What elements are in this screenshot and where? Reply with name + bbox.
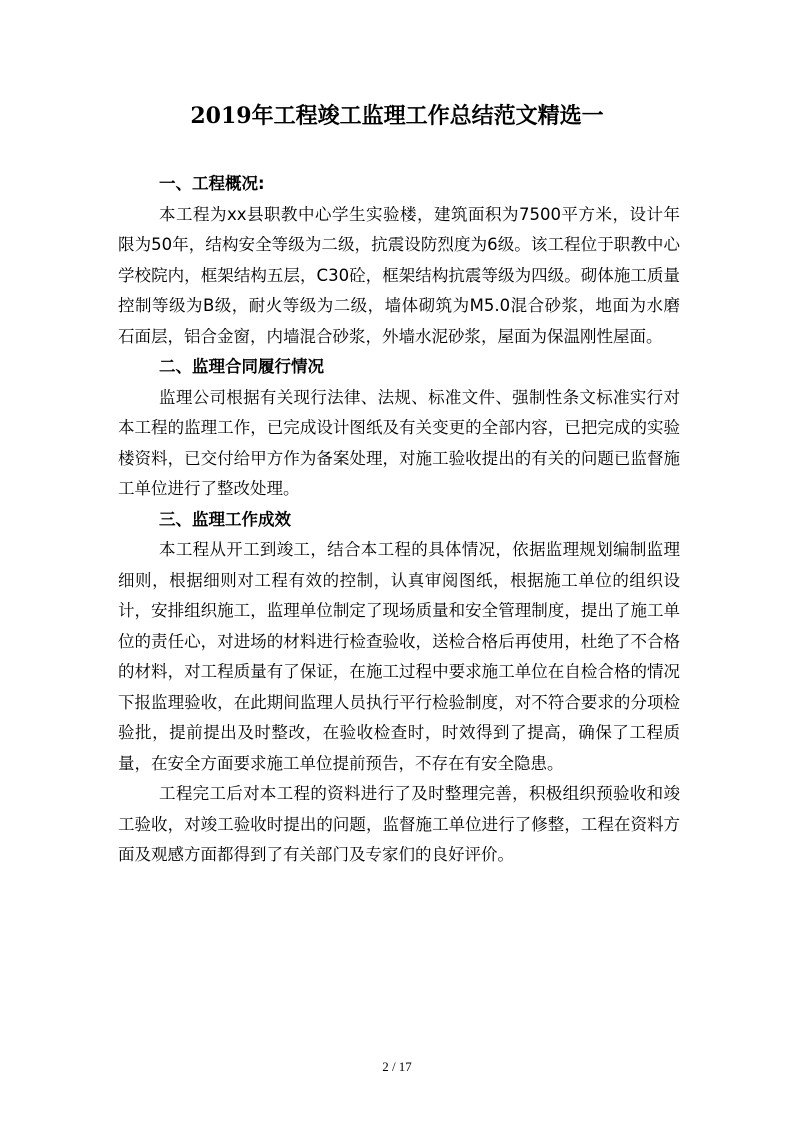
page-number: 2 / 17: [382, 1059, 412, 1074]
section-heading: 二、监理合同履行情况: [159, 357, 324, 376]
page-title: 2019年工程竣工监理工作总结范文精选一: [190, 103, 604, 129]
document-body: [118, 169, 680, 871]
section-supervision-results: [118, 505, 680, 871]
section-heading: 一、工程概况:: [159, 174, 265, 193]
paragraph: 监理公司根据有关现行法律、法规、标准文件、强制性条文标准实行对本工程的监理工作，已完成设计图纸及有关变更的全部内容，已把完成的实验楼资料，已交付给甲方作为备案处理，对施工验收提出的有关的问题已监督施工单位进行了整改处理。: [118, 387, 680, 498]
section-project-overview: [118, 169, 680, 352]
section-heading: 三、监理工作成效: [159, 509, 291, 529]
paragraph: 本工程为xx县职教中心学生实验楼，建筑面积为7500平方米，设计年限为50年，结构安全等级为二级，抗震设防烈度为6级。该工程位于职教中心学校院内，框架结构五层，C30砼，框架结构抗震等级为四级。砌体施工质量控制等级为B级，耐火等级为二级，墙体砌筑为M5.0混合砂浆，地面为水磨石面层，铝合金窗，内墙混合砂浆，外墙水泥砂浆，屋面为保温刚性屋面。: [118, 204, 680, 346]
section-contract-performance: [118, 352, 680, 505]
paragraph: 工程完工后对本工程的资料进行了及时整理完善，积极组织预验收和竣工验收，对竣工验收时提出的问题，监督施工单位进行了修整，工程在资料方面及观感方面都得到了有关部门及专家们的良好评价。: [118, 784, 680, 864]
paragraph: 本工程从开工到竣工，结合本工程的具体情况，依据监理规划编制监理细则，根据细则对工程有效的控制，认真审阅图纸，根据施工单位的组织设计，安排组织施工，监理单位制定了现场质量和安全管理制度，提出了施工单位的责任心，对进场的材料进行检查验收，送检合格后再使用，杜绝了不合格的材料，对工程质量有了保证，在施工过程中要求施工单位在自检合格的情况下报监理验收，在此期间监理人员执行平行检验制度，对不符合要求的分项检验批，提前提出及时整改，在验收检查时，时效得到了提高，确保了工程质量，在安全方面要求施工单位提前预告，不存在有安全隐患。: [118, 540, 680, 773]
